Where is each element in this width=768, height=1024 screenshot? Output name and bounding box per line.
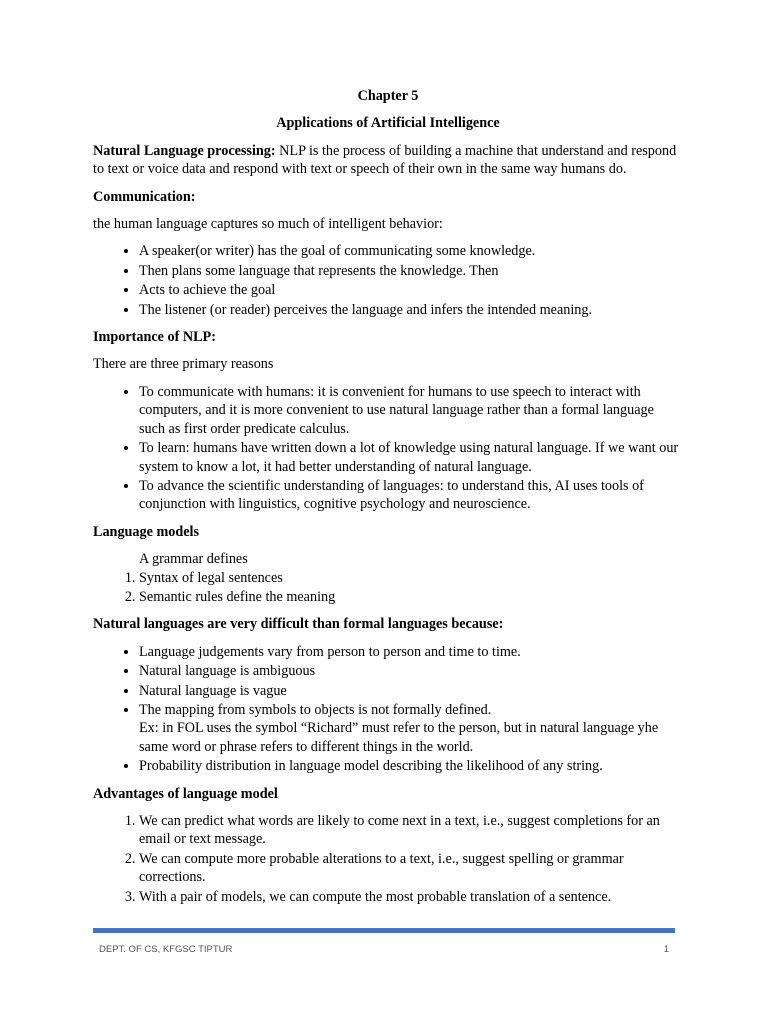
list-item: • Then plans some language that represents the knowledge. Then [139, 262, 683, 280]
grammar-intro: A grammar defines [139, 551, 248, 568]
importance-list [93, 383, 683, 514]
page-content [93, 87, 683, 915]
importance-intro: There are three primary reasons [93, 356, 274, 373]
language-models-heading: Language models [93, 523, 200, 540]
difficult-list [93, 643, 683, 776]
list-item: 3. With a pair of models, we can compute the most probable translation of a sentence. [139, 888, 683, 906]
nlp-text: NLP is the process of building a machine that understand and respond to text or voice data and respond with text or speech of their own in the same way humans do. [93, 142, 677, 178]
list-item: • Probability distribution in language model describing the likelihood of any string. [139, 757, 683, 775]
list-item: • Natural language is vague [139, 682, 683, 700]
list-item: • Natural language is ambiguous [139, 662, 683, 680]
communication-heading: Communication: [93, 188, 196, 205]
nlp-paragraph [93, 142, 683, 179]
footer-divider [93, 928, 675, 933]
chapter-number: Chapter 5 [357, 88, 419, 104]
page-number: 1 [663, 944, 669, 955]
advantages-list [93, 812, 683, 906]
list-item: • To communicate with humans: it is convenient for humans to use speech to interact with computers, and it is more convenient to use natural language rather than a formal language such as first order predicate calculus. [139, 383, 683, 438]
list-item: • Acts to achieve the goal [139, 281, 683, 299]
list-item: 2. We can compute more probable alterations to a text, i.e., suggest spelling or grammar corrections. [139, 850, 683, 887]
footer-department: DEPT. OF CS, KFGSC TIPTUR [99, 944, 233, 955]
importance-heading: Importance of NLP: [93, 329, 216, 346]
list-item [139, 701, 683, 756]
communication-list [93, 242, 683, 319]
list-item: 2. Semantic rules define the meaning [139, 588, 683, 606]
chapter-title: Applications of Artificial Intelligence [276, 115, 500, 132]
list-item: • The listener (or reader) perceives the language and infers the intended meaning. [139, 301, 683, 319]
list-item: • Language judgements vary from person to person and time to time. [139, 643, 683, 661]
example-text: Ex: in FOL uses the symbol “Richard” must refer to the person, but in natural language yhe same word or phrase refers to different things in the world. [139, 720, 659, 755]
list-item: 1. Syntax of legal sentences [139, 569, 683, 587]
difficult-heading: Natural languages are very difficult than formal languages because: [93, 616, 504, 633]
advantages-heading: Advantages of language model [93, 785, 278, 802]
mapping-text: The mapping from symbols to objects is not formally defined. [139, 701, 492, 718]
nlp-heading: Natural Language processing: [93, 142, 276, 159]
grammar-list [93, 569, 683, 607]
list-item: 1. We can predict what words are likely to come next in a text, i.e., suggest completions for an email or text message. [139, 812, 683, 849]
communication-intro: the human language captures so much of intelligent behavior: [93, 216, 443, 233]
list-item: • A speaker(or writer) has the goal of communicating some knowledge. [139, 242, 683, 260]
list-item: • To learn: humans have written down a lot of knowledge using natural language. If we want our system to know a lot, it had better understanding of natural language. [139, 439, 683, 476]
page-footer [99, 944, 669, 955]
list-item: • To advance the scientific understanding of languages: to understand this, AI uses tools of conjunction with linguistics, cognitive psychology and neuroscience. [139, 477, 683, 514]
